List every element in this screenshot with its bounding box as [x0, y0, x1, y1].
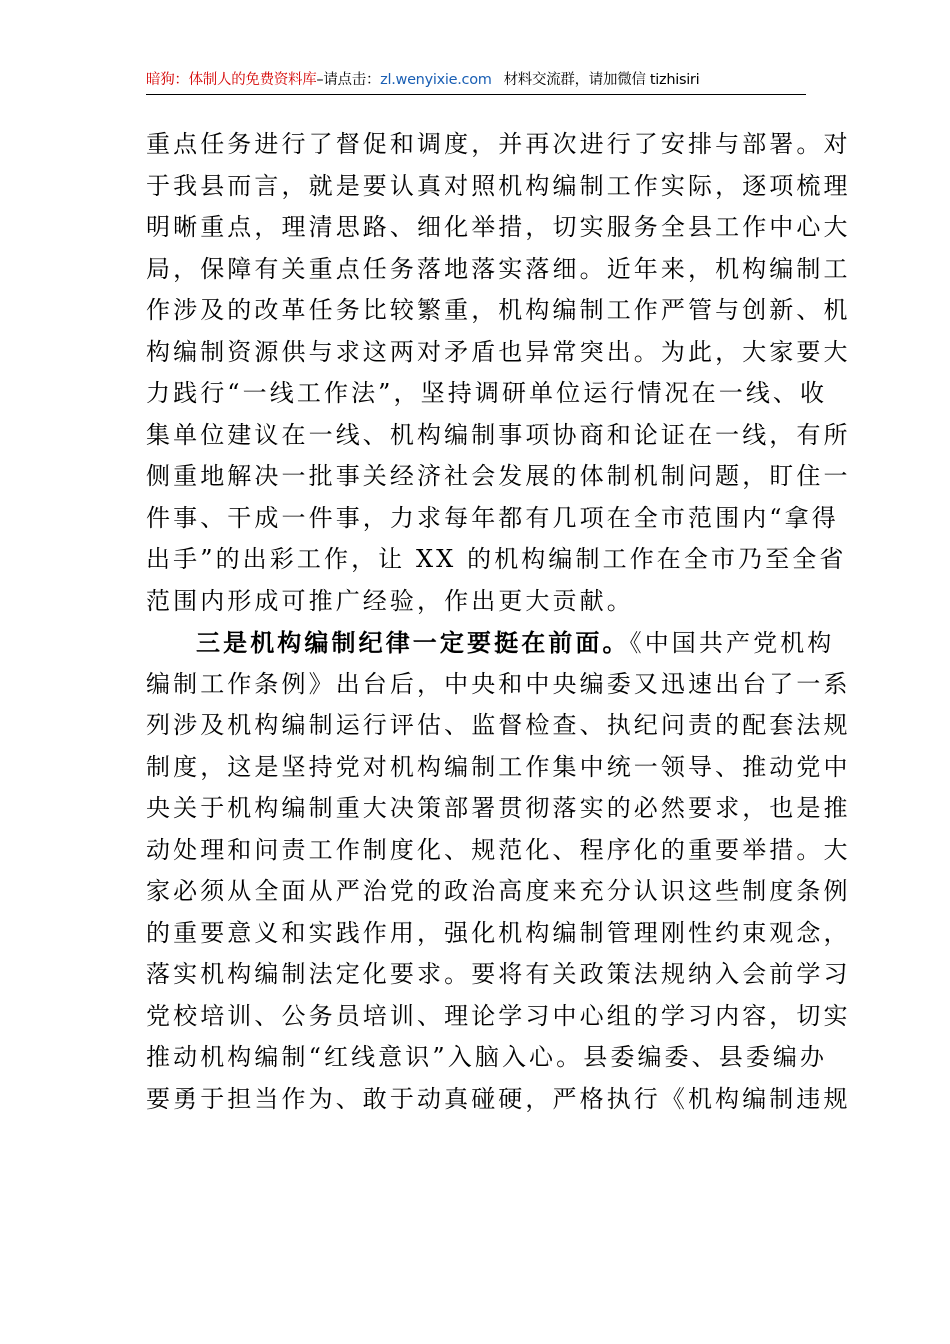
header-click-prompt: –请点击： [316, 72, 381, 88]
header-contact: 材料交流群，请加微信 tizhisiri [503, 72, 700, 88]
text-line: 件事、干成一件事，力求每年都有几项在全市范围内“拿得 [146, 503, 839, 532]
text-line: 党校培训、公务员培训、理论学习中心组的学习内容，切实 [146, 1001, 851, 1030]
text-line: 编制工作条例》出台后，中央和中央编委又迅速出台了一系 [146, 669, 851, 698]
text-line: 范围内形成可推广经验，作出更大贡献。 [146, 586, 634, 615]
text-line-first [146, 622, 835, 664]
paragraph-1 [146, 124, 851, 622]
page-header [146, 66, 806, 95]
text-line: 构编制资源供与求这两对矛盾也异常突出。为此，大家要大 [146, 337, 851, 366]
text-line: 力践行“一线工作法”，坚持调研单位运行情况在一线、收 [146, 379, 828, 407]
header-site-name: 暗狗：体制人的免费资料库 [146, 72, 317, 88]
text-line: 落实机构编制法定化要求。要将有关政策法规纳入会前学习 [146, 960, 851, 988]
text-line: 明晰重点，理清思路、细化举措，切实服务全县工作中心大 [146, 213, 851, 241]
text-line: 家必须从全面从严治党的政治高度来充分认识这些制度条例 [146, 877, 851, 905]
text-line: 要勇于担当作为、敢于动真碰硬，严格执行《机构编制违规 [146, 1084, 851, 1113]
text-line: 集单位建议在一线、机构编制事项协商和论证在一线，有所 [146, 420, 851, 449]
text-line: 的重要意义和实践作用，强化机构编制管理刚性约束观念， [146, 918, 851, 947]
text-line: 制度，这是坚持党对机构编制工作集中统一领导、推动党中 [146, 752, 851, 781]
document-body [146, 124, 851, 1120]
text-line: 于我县而言，就是要认真对照机构编制工作实际，逐项梳理 [146, 171, 851, 200]
text-line: 央关于机构编制重大决策部署贯彻落实的必然要求，也是推 [146, 794, 851, 822]
text-line: 重点任务进行了督促和调度，并再次进行了安排与部署。对 [146, 130, 851, 158]
text-line: 动处理和问责工作制度化、规范化、程序化的重要举措。大 [146, 835, 851, 864]
text-line: 列涉及机构编制运行评估、监督检查、执纪问责的配套法规 [146, 711, 851, 739]
paragraph-heading-bold: 三是机构编制纪律一定要挺在前面。 [196, 628, 630, 657]
text-line: 侧重地解决一批事关经济社会发展的体制机制问题，盯住一 [146, 462, 851, 490]
text-line: 作涉及的改革任务比较繁重，机构编制工作严管与创新、机 [146, 296, 851, 324]
text-line: 推动机构编制“红线意识”入脑入心。县委编委、县委编办 [146, 1043, 828, 1071]
header-url-link[interactable]: zl.wenyixie.com [380, 72, 492, 88]
text-line-rest: 《中国共产党机构 [629, 629, 835, 657]
text-line: 局，保障有关重点任务落地落实落细。近年来，机构编制工 [146, 254, 851, 283]
paragraph-2 [146, 622, 851, 1120]
text-line: 出手”的出彩工作，让 XX 的机构编制工作在全市乃至全省 [146, 545, 847, 573]
